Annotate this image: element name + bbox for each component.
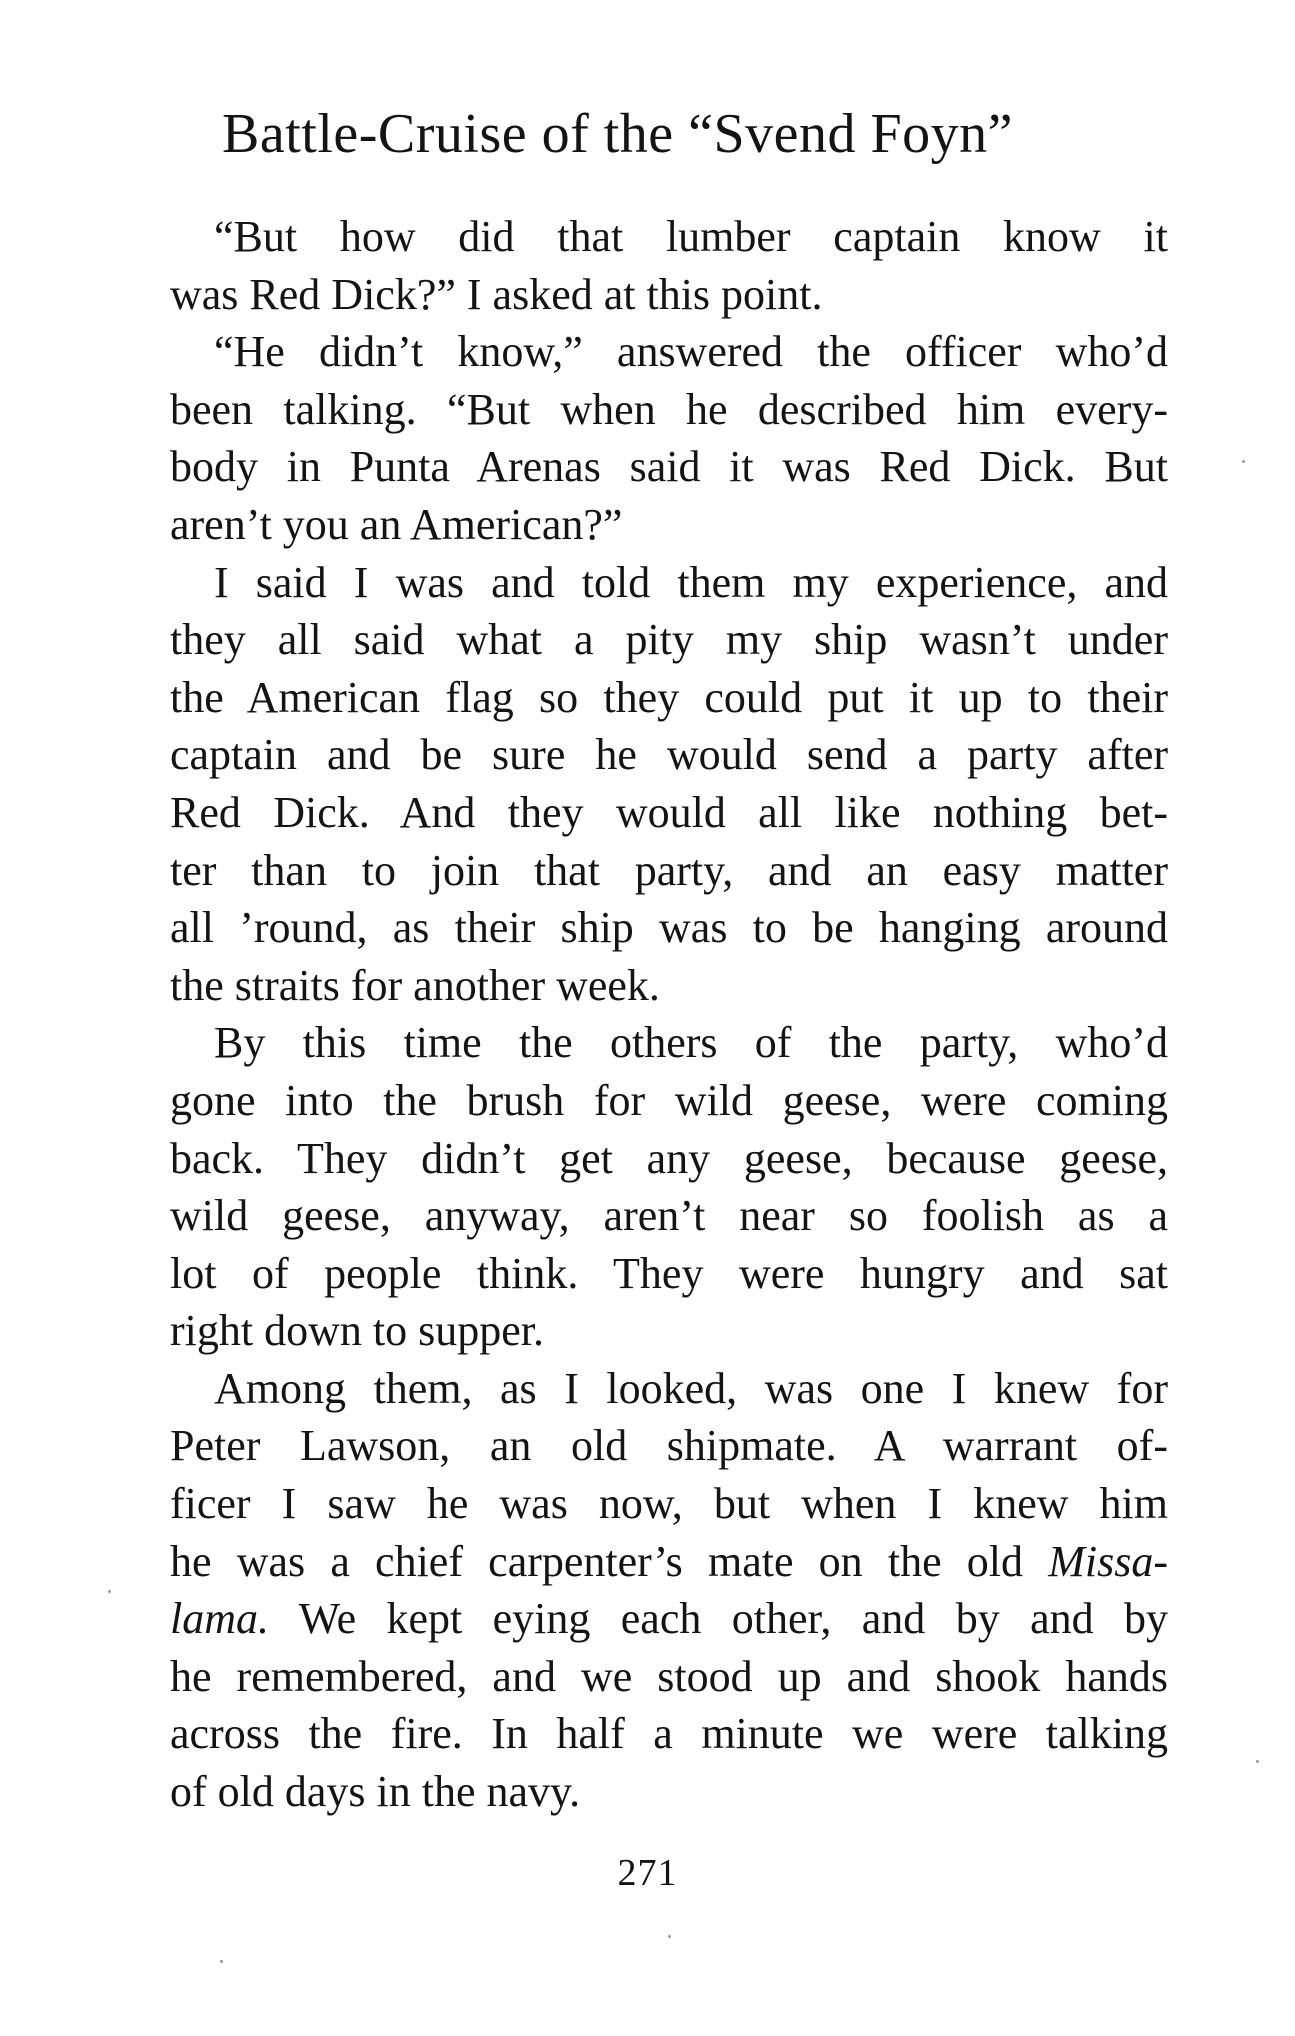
scan-speck [108,1590,111,1593]
text-line: ficer I saw he was now, but when I knew him [170,1479,1168,1529]
scan-speck [668,1935,671,1938]
text-line: was Red Dick?” I asked at this point. [170,269,823,319]
text-line: right down to supper. [170,1306,544,1356]
text-line: been talking. “But when he described him every- [170,384,1168,434]
text-line [170,1533,1168,1591]
body-text [170,208,1168,1821]
ship-name-italic: Missa- [1048,1536,1168,1586]
text-line: he remembered, and we stood up and shook hands [170,1651,1168,1701]
text-line: Red Dick. And they would all like nothing bet- [170,787,1168,837]
text-line: By this time the others of the party, who’d [214,1018,1168,1068]
text-line: Among them, as I looked, was one I knew for [214,1363,1168,1413]
text-line: captain and be sure he would send a party after [170,730,1168,780]
scan-speck [1242,460,1245,463]
text-line: ter than to join that party, and an easy matter [170,845,1168,895]
ship-name-italic: lama. [170,1594,269,1644]
text-line: back. They didn’t get any geese, because geese, [170,1133,1168,1183]
text-line: the straits for another week. [170,960,660,1010]
text-line: “But how did that lumber captain know it [214,212,1168,261]
text-line: wild geese, anyway, aren’t near so foolish as a [170,1191,1168,1241]
text-line [170,1590,1168,1648]
text-line: aren’t you an American?” [170,499,623,549]
text-line: I said I was and told them my experience, and [214,557,1168,607]
scan-speck [220,1960,223,1963]
page-number: 271 [617,1852,678,1894]
scan-speck [1256,1760,1259,1763]
text-line: they all said what a pity my ship wasn’t under [170,615,1168,665]
text-line: “He didn’t know,” answered the officer who’d [214,327,1168,377]
text-line: body in Punta Arenas said it was Red Dick. But [170,442,1168,492]
text-segment: We kept eying each other, and by and by [269,1594,1168,1644]
text-line: Peter Lawson, an old shipmate. A warrant of- [170,1421,1168,1471]
text-line: all ’round, as their ship was to be hanging around [170,903,1168,953]
text-line: the American flag so they could put it up to their [170,672,1168,722]
text-line: gone into the brush for wild geese, were coming [170,1075,1168,1125]
text-line: lot of people think. They were hungry and sat [170,1248,1168,1298]
running-head-title: Battle-Cruise of the “Svend Foyn” [222,103,1014,165]
text-line: across the fire. In half a minute we were talking [170,1709,1168,1759]
text-segment: he was a chief carpenter’s mate on the old [170,1536,1049,1586]
text-line: of old days in the navy. [170,1767,581,1817]
